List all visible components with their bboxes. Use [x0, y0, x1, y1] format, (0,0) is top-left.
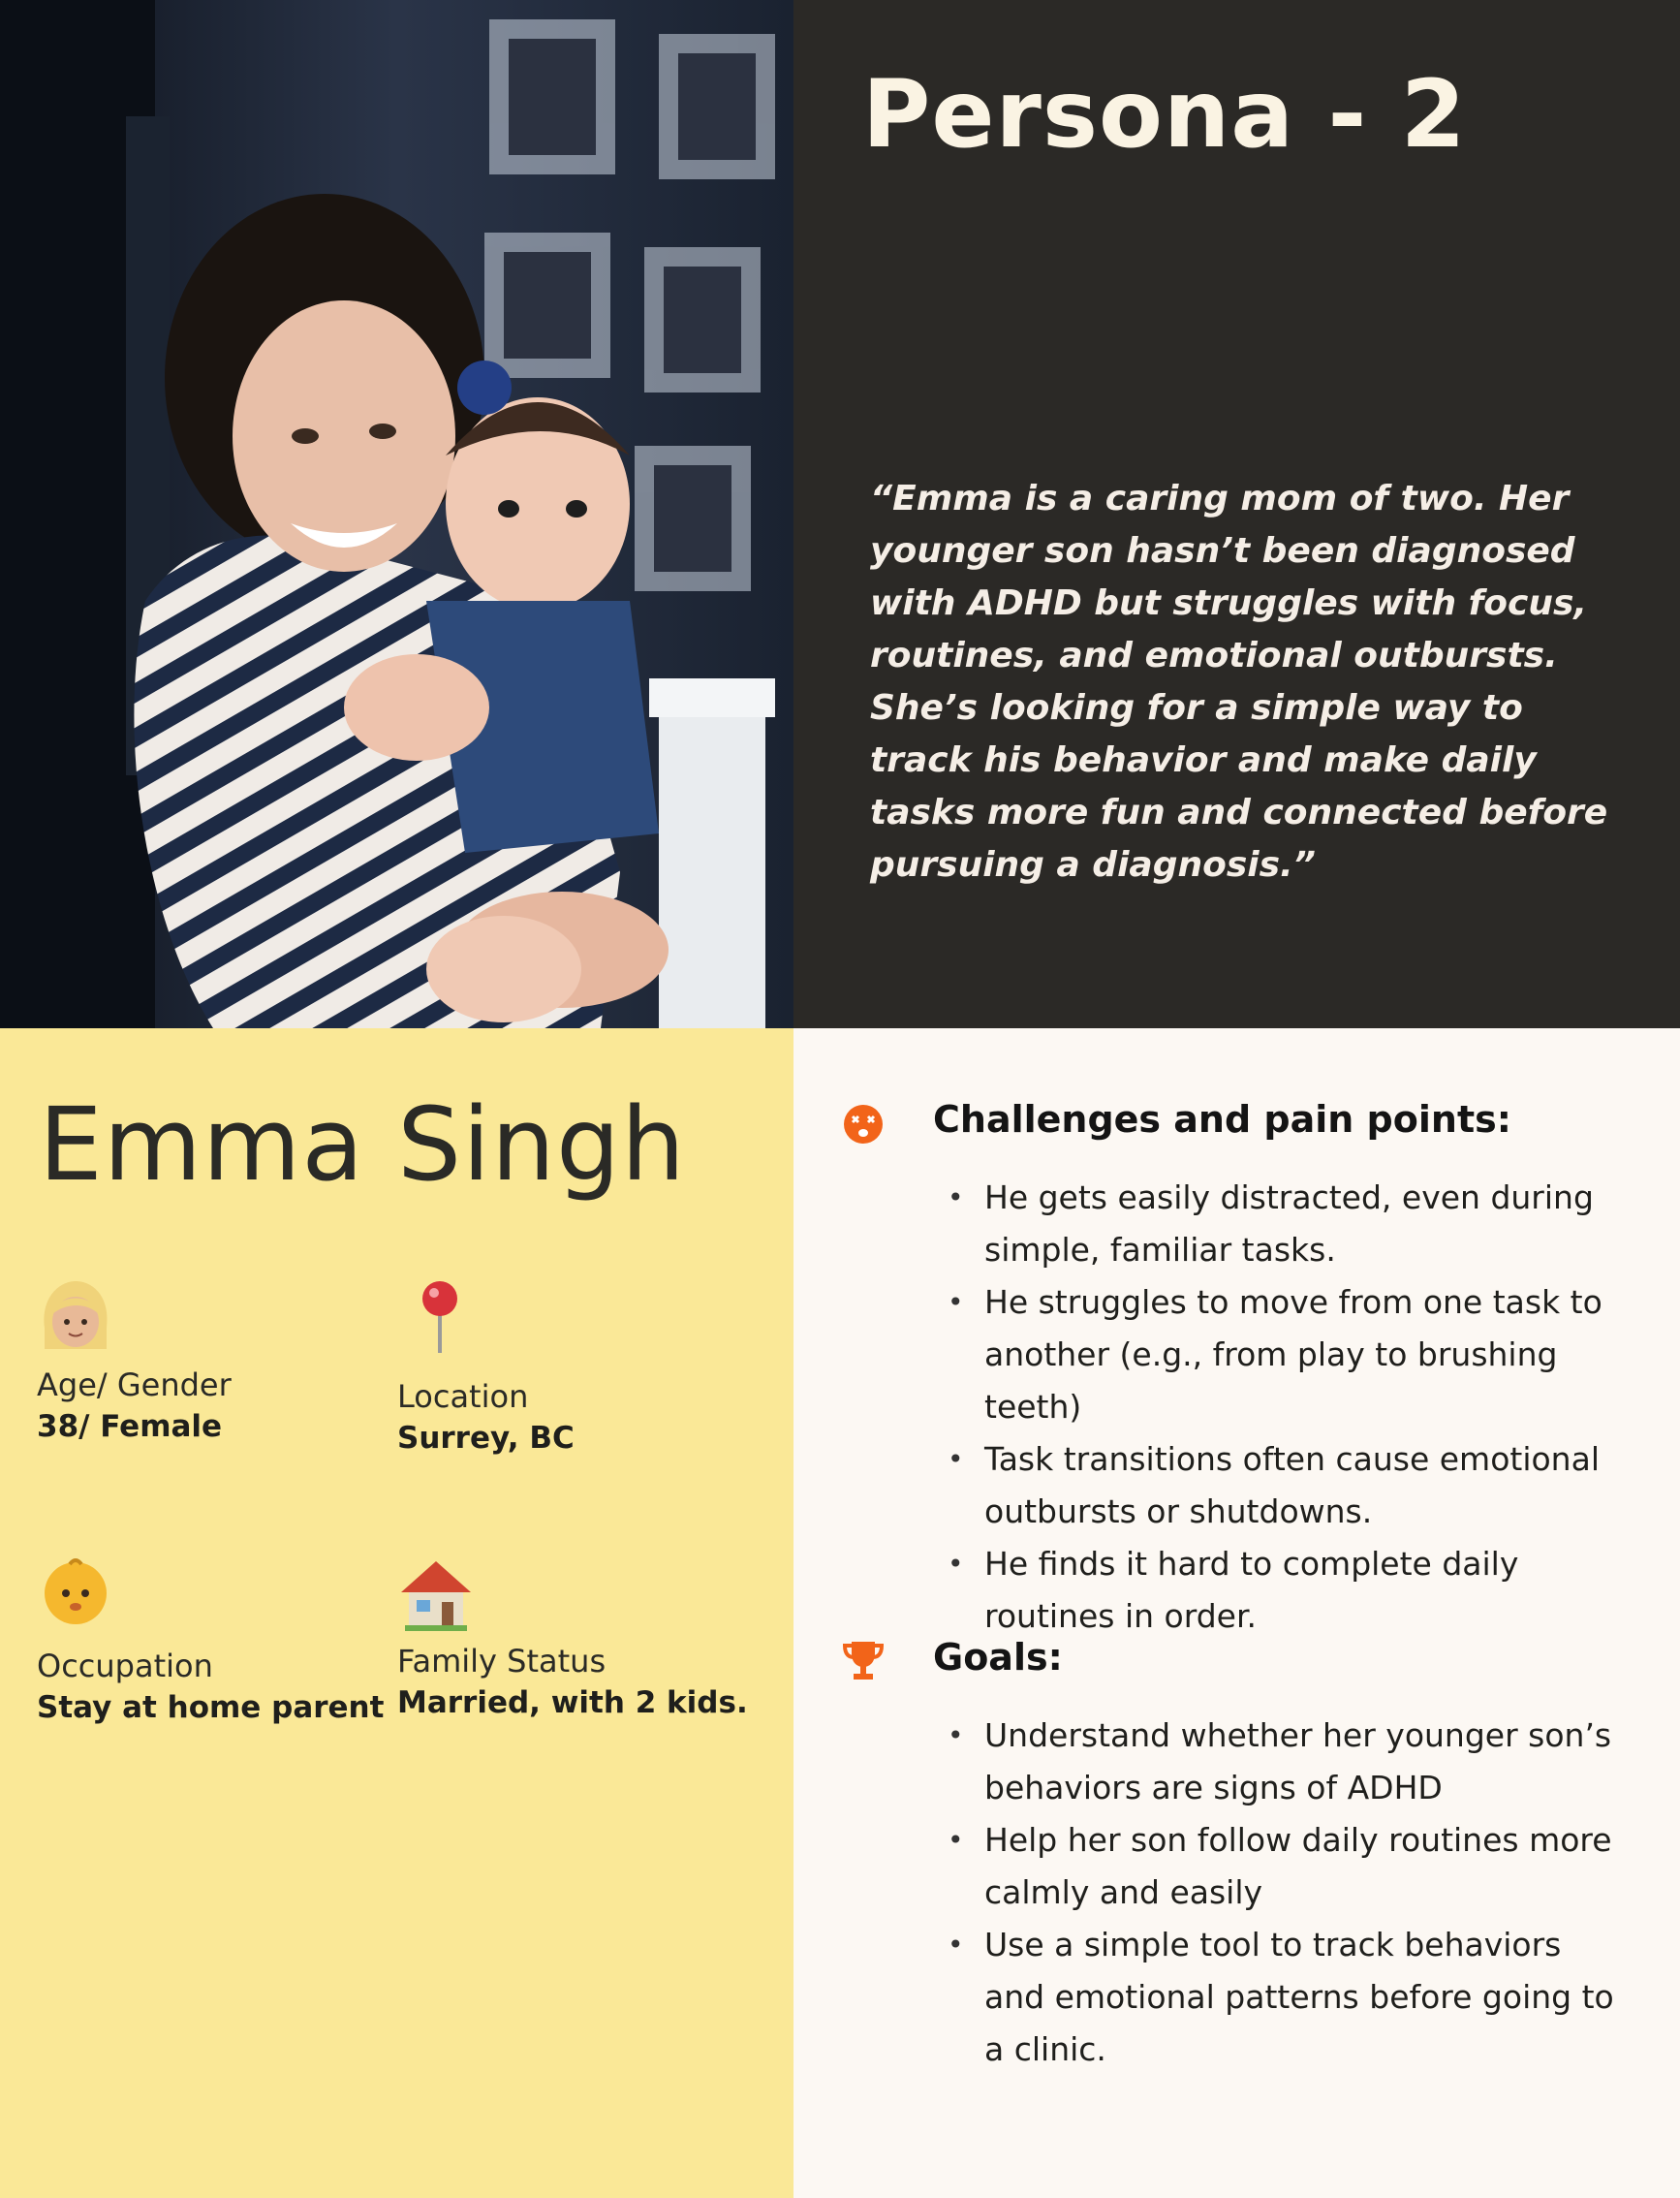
- field-value: Stay at home parent: [37, 1690, 385, 1725]
- field-label: Location: [397, 1378, 529, 1415]
- challenges-title: Challenges and pain points:: [933, 1098, 1511, 1141]
- list-item: • Understand whether her younger son’s behaviors are signs of ADHD: [948, 1710, 1616, 1814]
- list-item: • He gets easily distracted, even during simple, familiar tasks.: [948, 1172, 1616, 1276]
- persona-photo: [0, 0, 793, 1028]
- field-value: Surrey, BC: [397, 1421, 575, 1456]
- woman-emoji-icon: [37, 1277, 114, 1355]
- list-item: • He struggles to move from one task to another (e.g., from play to brushing teeth): [948, 1276, 1616, 1433]
- field-label: Family Status: [397, 1643, 607, 1680]
- goals-list: [948, 1710, 1616, 2076]
- pin-emoji-icon: [397, 1277, 475, 1355]
- family-status-field: [397, 1555, 748, 1720]
- mother-and-baby-illustration: [0, 0, 793, 1028]
- list-item: • Help her son follow daily routines more calmly and easily: [948, 1814, 1616, 1919]
- field-value: Married, with 2 kids.: [397, 1685, 748, 1720]
- field-value: 38/ Female: [37, 1409, 223, 1444]
- occupation-field: [37, 1551, 384, 1725]
- trophy-icon: [842, 1638, 885, 1682]
- dizzy-face-icon: [842, 1103, 885, 1146]
- list-item: • Use a simple tool to track behaviors and emotional patterns before going to a clinic.: [948, 1919, 1616, 2076]
- location-field: [397, 1277, 575, 1456]
- challenges-list: [948, 1172, 1616, 1643]
- persona-quote: “Emma is a caring mom of two. Her younger son hasn’t been diagnosed with ADHD but struggles with focus, routines, and emotional outbursts. She’s looking for a simple way to track his behavior and make daily tasks more fun and connected before pursuing a diagnosis.”: [870, 479, 1608, 885]
- goals-title: Goals:: [933, 1636, 1063, 1679]
- persona-name: Emma Singh: [39, 1085, 686, 1204]
- field-label: Occupation: [37, 1648, 213, 1684]
- house-emoji-icon: [397, 1555, 475, 1633]
- list-item: • Task transitions often cause emotional outbursts or shutdowns.: [948, 1433, 1616, 1538]
- list-item: • He finds it hard to complete daily routines in order.: [948, 1538, 1616, 1643]
- field-label: Age/ Gender: [37, 1366, 232, 1403]
- page-title: Persona - 2: [862, 60, 1467, 169]
- baby-emoji-icon: [37, 1551, 114, 1628]
- age-gender-field: [37, 1277, 232, 1444]
